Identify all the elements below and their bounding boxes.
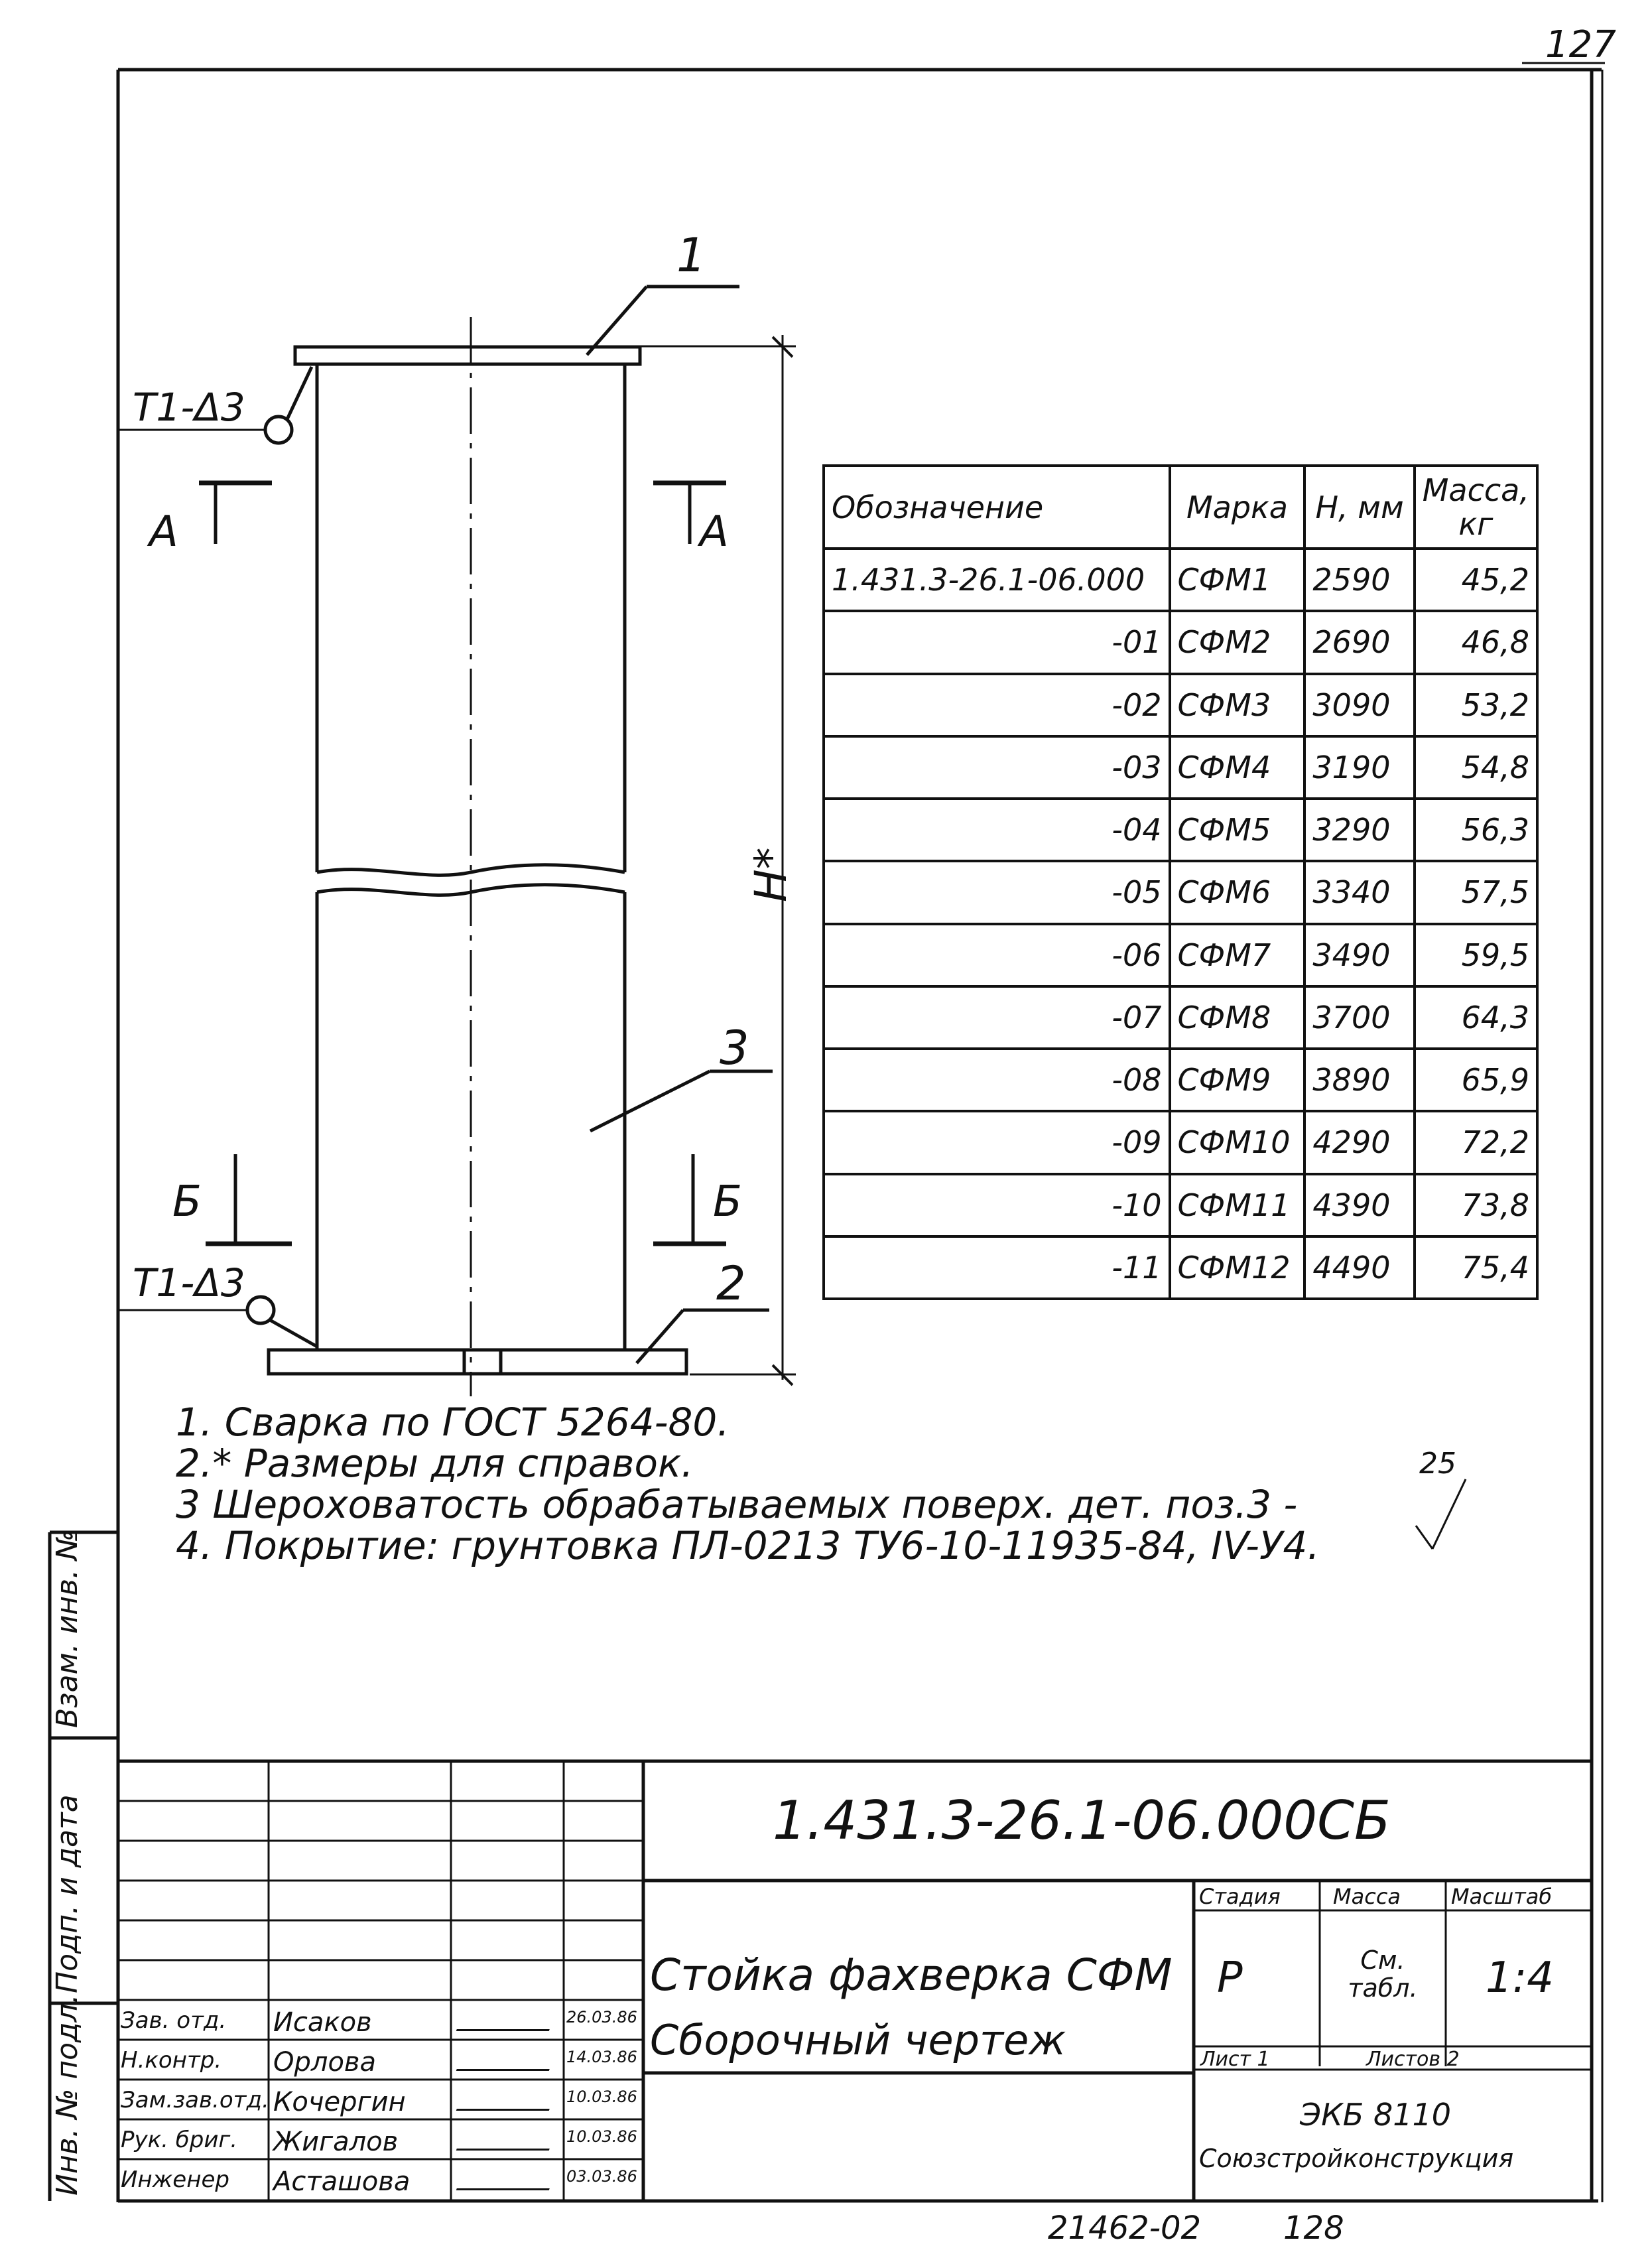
spec-cell-h: 4390 <box>1304 1174 1414 1236</box>
title-line-1: Стойка фахверка СФМ <box>650 1950 1173 2001</box>
document-designation: 1.431.3-26.1-06.000СБ <box>773 1790 1391 1851</box>
spec-row <box>824 611 1537 673</box>
spec-cell-designation: -05 <box>824 861 1170 923</box>
spec-cell-h: 4290 <box>1304 1111 1414 1173</box>
spec-header-row <box>824 466 1537 549</box>
spec-cell-designation: -01 <box>824 611 1170 673</box>
spec-cell-h: 3890 <box>1304 1049 1414 1111</box>
section-a-right: А <box>700 507 729 557</box>
note-4: 4. Покрытие: грунтовка ПЛ-0213 ТУ6-10-11935-84, IV-У4. <box>176 1523 1320 1568</box>
spec-row <box>824 1174 1537 1236</box>
spec-cell-mass: 73,8 <box>1415 1174 1537 1236</box>
spec-cell-h: 4490 <box>1304 1236 1414 1299</box>
callout-1: 1 <box>676 228 706 283</box>
spec-cell-h: 3700 <box>1304 986 1414 1049</box>
signer-name: Асташова <box>273 2166 411 2197</box>
spec-cell-designation: -11 <box>824 1236 1170 1299</box>
signer-role: Н.контр. <box>121 2047 222 2074</box>
spec-cell-mass: 45,2 <box>1415 549 1537 611</box>
spec-cell-designation: -08 <box>824 1049 1170 1111</box>
side-label-vzam-inv: Взам. инв. № <box>50 1530 84 1728</box>
spec-row <box>824 986 1537 1049</box>
spec-header-mark: Марка <box>1170 466 1305 549</box>
spec-cell-designation: -07 <box>824 986 1170 1049</box>
signer-date: 10.03.86 <box>566 2127 637 2146</box>
corner-sheet-number: 127 <box>1545 23 1616 66</box>
scale-value: 1:4 <box>1486 1954 1554 2003</box>
spec-cell-designation: -03 <box>824 736 1170 799</box>
notes <box>176 1400 1320 1568</box>
sheets-total: Листов 2 <box>1366 2048 1460 2071</box>
spec-cell-mark: СФМ3 <box>1170 674 1305 736</box>
spec-header-designation: Обозначение <box>824 466 1170 549</box>
spec-cell-h: 3490 <box>1304 924 1414 986</box>
signer-name: Кочергин <box>273 2087 406 2117</box>
spec-row <box>824 736 1537 799</box>
spec-row <box>824 1111 1537 1173</box>
signer-row <box>118 2080 643 2119</box>
callout-3: 3 <box>720 1021 749 1075</box>
note-1: 1. Сварка по ГОСТ 5264-80. <box>176 1400 730 1445</box>
spec-cell-mark: СФМ8 <box>1170 986 1305 1049</box>
spec-row <box>824 799 1537 861</box>
spec-cell-mass: 54,8 <box>1415 736 1537 799</box>
signature-mark <box>456 2091 556 2111</box>
side-label-podp-data: Подп. и дата <box>50 1794 84 1993</box>
note-2: 2.* Размеры для справок. <box>176 1441 694 1486</box>
stage-value: Р <box>1217 1954 1243 2003</box>
callout-2: 2 <box>716 1256 746 1311</box>
spec-header-mass: Масса, кг <box>1415 466 1537 549</box>
weld-label-top: Т1-Δ3 <box>133 385 245 430</box>
section-b-right: Б <box>713 1177 742 1227</box>
signer-name: Орлова <box>273 2047 376 2078</box>
spec-cell-designation: -10 <box>824 1174 1170 1236</box>
spec-cell-mark: СФМ1 <box>1170 549 1305 611</box>
signer-row <box>118 2040 643 2080</box>
spec-cell-mass: 56,3 <box>1415 799 1537 861</box>
spec-cell-mark: СФМ2 <box>1170 611 1305 673</box>
spec-cell-mass: 65,9 <box>1415 1049 1537 1111</box>
spec-cell-designation: -04 <box>824 799 1170 861</box>
signature-mark <box>456 2052 556 2071</box>
spec-cell-mark: СФМ4 <box>1170 736 1305 799</box>
spec-cell-mark: СФМ10 <box>1170 1111 1305 1173</box>
spec-cell-mass: 72,2 <box>1415 1111 1537 1173</box>
signer-date: 03.03.86 <box>566 2167 637 2186</box>
spec-header-h: Н, мм <box>1304 466 1414 549</box>
section-a-left: А <box>149 507 178 557</box>
spec-cell-mark: СФМ9 <box>1170 1049 1305 1111</box>
spec-cell-designation: -02 <box>824 674 1170 736</box>
section-b-left: Б <box>172 1177 202 1227</box>
spec-cell-mark: СФМ12 <box>1170 1236 1305 1299</box>
weld-label-bottom: Т1-Δ3 <box>133 1260 245 1305</box>
spec-cell-designation: 1.431.3-26.1-06.000 <box>824 549 1170 611</box>
spec-row <box>824 549 1537 611</box>
spec-cell-mass: 53,2 <box>1415 674 1537 736</box>
org-code: ЭКБ 8110 <box>1300 2097 1452 2133</box>
spec-row <box>824 674 1537 736</box>
bottom-page-number: 128 <box>1283 2210 1344 2247</box>
spec-cell-h: 2690 <box>1304 611 1414 673</box>
signer-date: 14.03.86 <box>566 2048 637 2066</box>
spec-cell-h: 3190 <box>1304 736 1414 799</box>
signature-mark <box>456 2171 556 2190</box>
signer-role: Рук. бриг. <box>121 2127 238 2153</box>
spec-cell-mark: СФМ6 <box>1170 861 1305 923</box>
signer-date: 26.03.86 <box>566 2008 637 2026</box>
spec-row <box>824 924 1537 986</box>
note-3: 3 Шероховатость обрабатываемых поверх. дет. поз.3 - <box>176 1482 1298 1527</box>
stage-header: Стадия <box>1199 1884 1281 1909</box>
signature-mark <box>456 2131 556 2151</box>
spec-cell-h: 3090 <box>1304 674 1414 736</box>
spec-cell-mass: 46,8 <box>1415 611 1537 673</box>
spec-cell-mass: 75,4 <box>1415 1236 1537 1299</box>
spec-cell-mark: СФМ5 <box>1170 799 1305 861</box>
signer-name: Жигалов <box>273 2127 399 2157</box>
spec-cell-h: 3290 <box>1304 799 1414 861</box>
spec-cell-h: 2590 <box>1304 549 1414 611</box>
signer-row <box>118 2159 643 2199</box>
signer-date: 10.03.86 <box>566 2088 637 2106</box>
mass-header: Масса <box>1333 1884 1401 1909</box>
roughness-value: 25 <box>1419 1447 1456 1481</box>
scale-header: Масштаб <box>1451 1884 1553 1909</box>
signer-name: Исаков <box>273 2007 372 2038</box>
spec-row <box>824 861 1537 923</box>
signer-role: Зам.зав.отд. <box>121 2087 269 2113</box>
title-line-2: Сборочный чертеж <box>650 2016 1066 2064</box>
signer-row <box>118 2119 643 2159</box>
spec-row <box>824 1236 1537 1299</box>
spec-cell-mass: 59,5 <box>1415 924 1537 986</box>
spec-cell-designation: -09 <box>824 1111 1170 1173</box>
bottom-archive-number: 21462-02 <box>1048 2210 1202 2247</box>
sheet-number: Лист 1 <box>1200 2048 1270 2071</box>
spec-row <box>824 1049 1537 1111</box>
spec-cell-h: 3340 <box>1304 861 1414 923</box>
signer-role: Инженер <box>121 2166 229 2193</box>
side-label-inv-podl: Инв. № подл. <box>50 1994 84 2196</box>
signature-mark <box>456 2012 556 2031</box>
signer-role: Зав. отд. <box>121 2007 227 2034</box>
spec-cell-mass: 57,5 <box>1415 861 1537 923</box>
spec-cell-designation: -06 <box>824 924 1170 986</box>
dimension-h: Н* <box>745 847 796 902</box>
mass-value: См. табл. <box>1348 1946 1418 2003</box>
spec-cell-mark: СФМ11 <box>1170 1174 1305 1236</box>
spec-cell-mass: 64,3 <box>1415 986 1537 1049</box>
spec-cell-mark: СФМ7 <box>1170 924 1305 986</box>
signer-row <box>118 2000 643 2040</box>
org-name: Союзстройконструкция <box>1199 2144 1514 2173</box>
spec-table <box>822 464 1539 1300</box>
